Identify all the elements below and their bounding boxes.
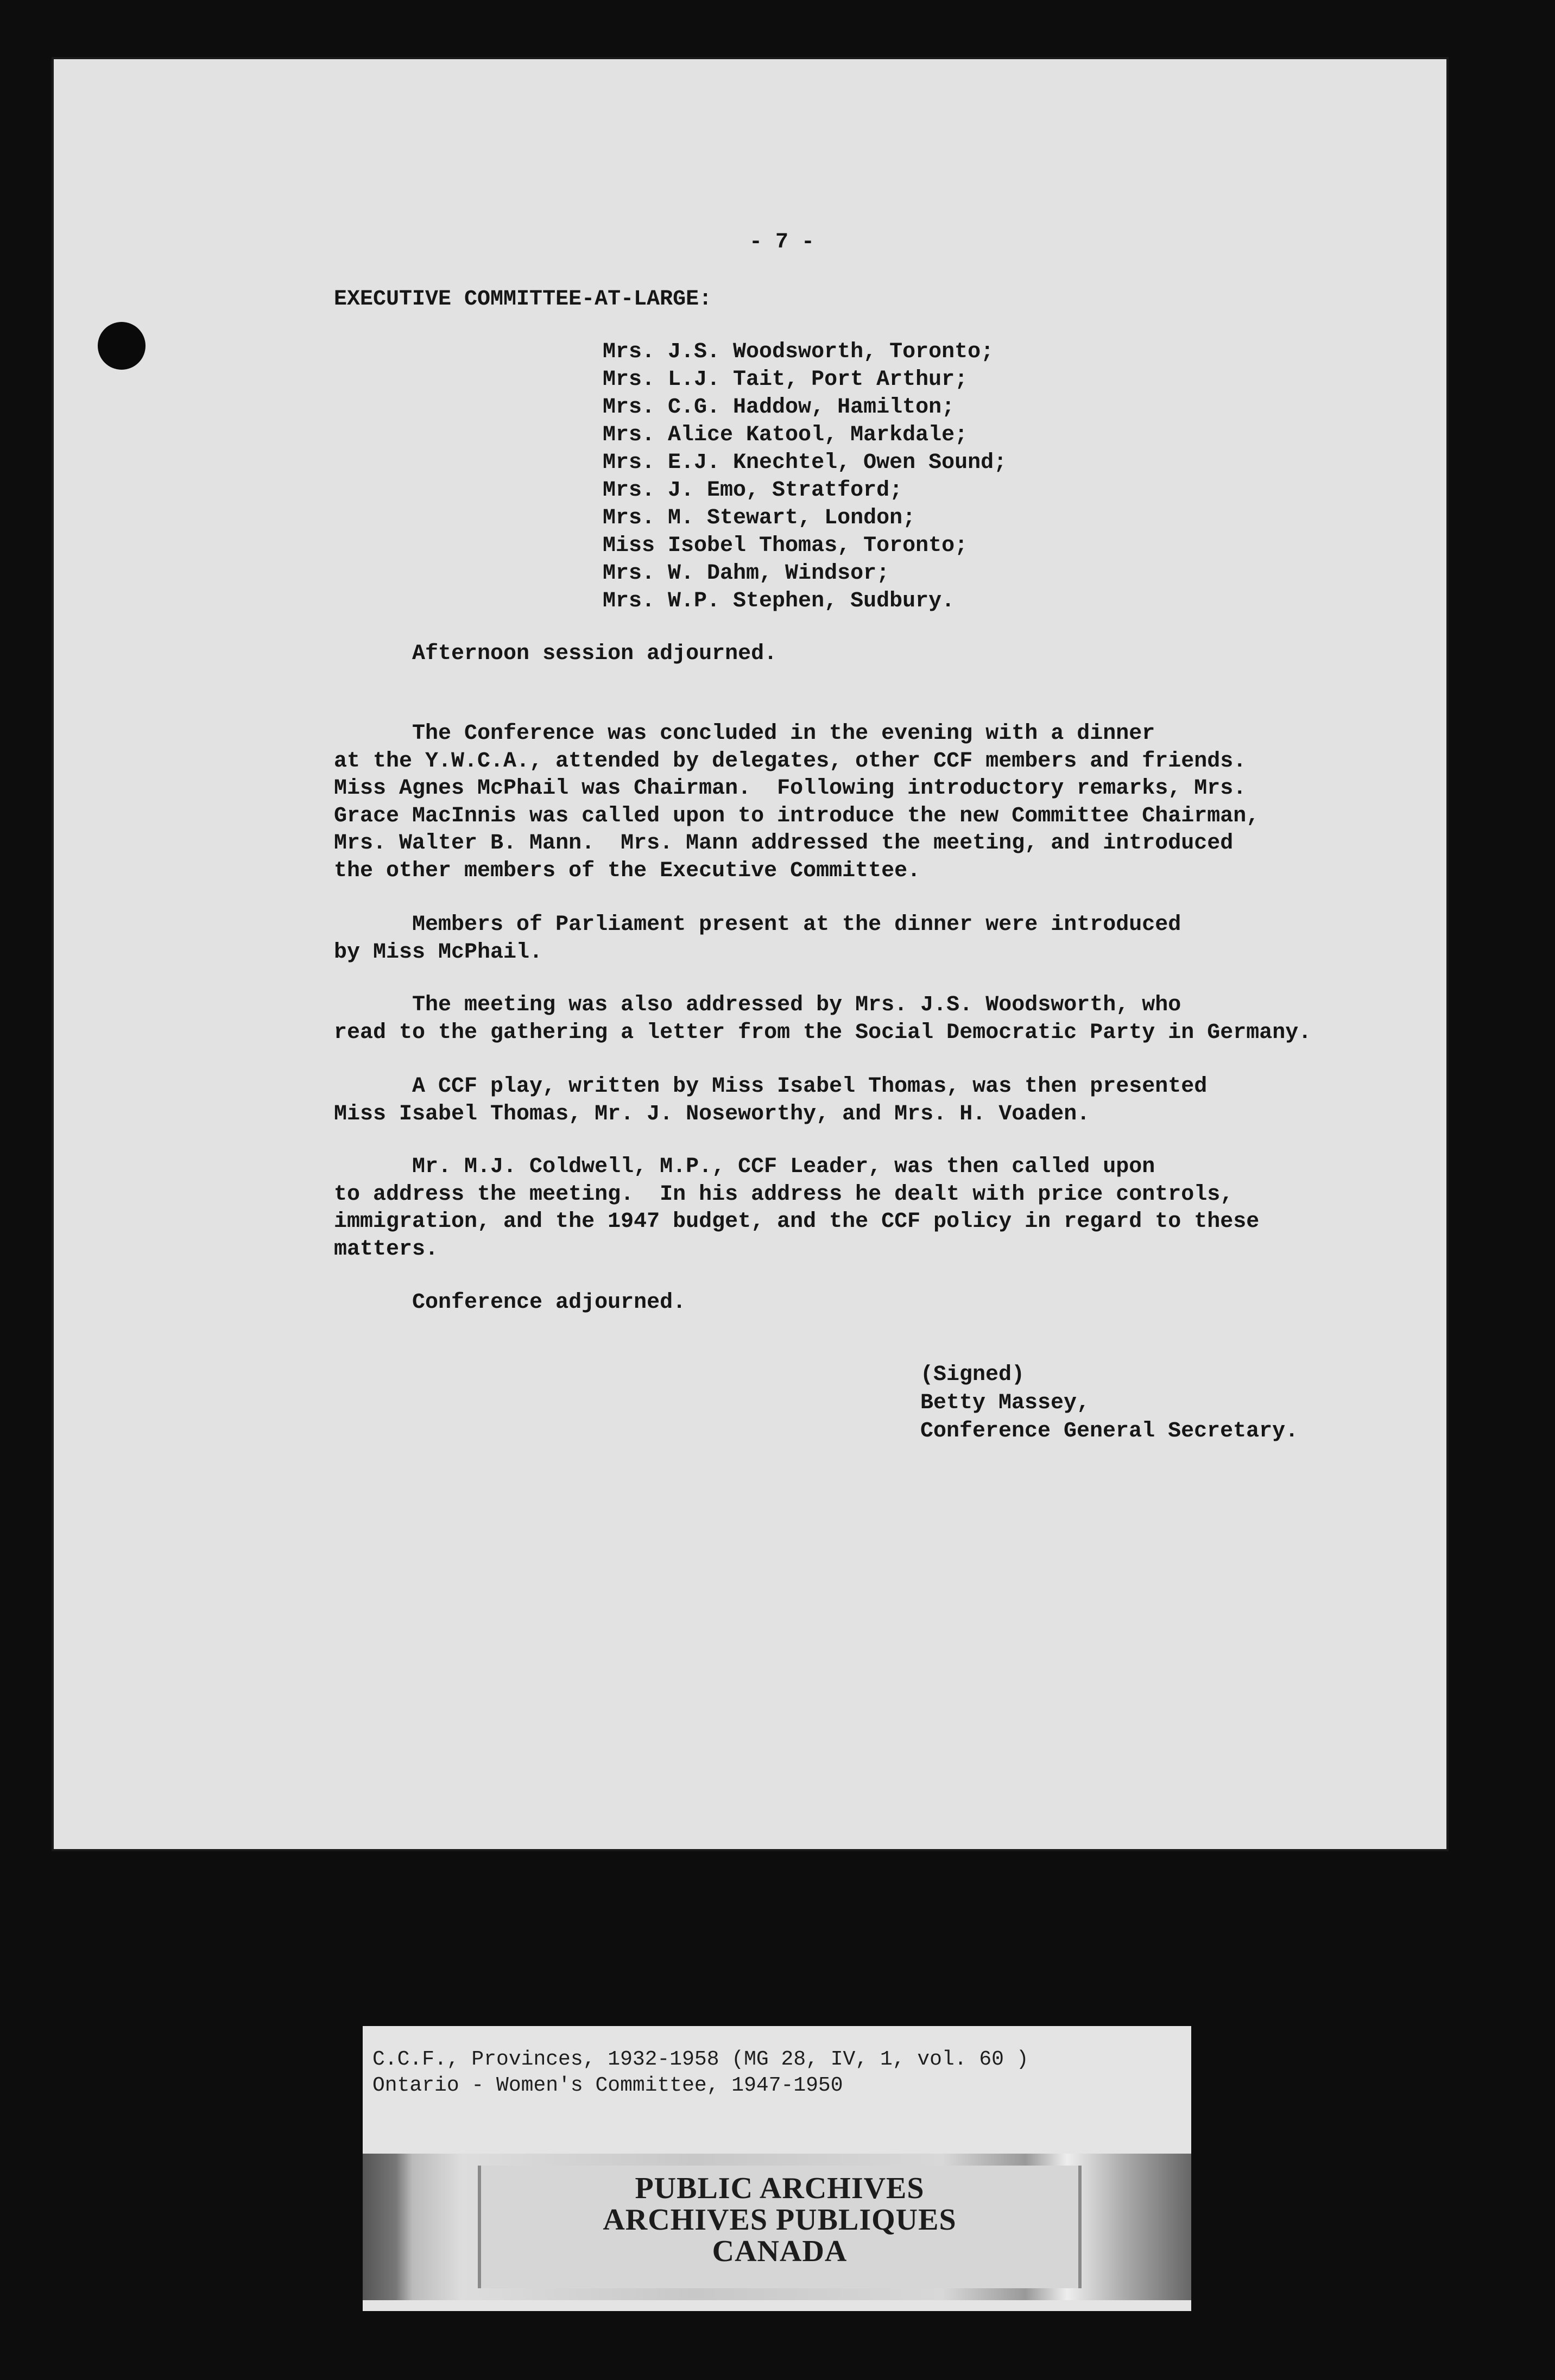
- paragraph-dinner: The Conference was concluded in the evening with a dinner at the Y.W.C.A., attended by delegates, other CCF members and friends. Miss Agnes McPhail was Chairman. Following introductory remarks, Mrs. Grace MacInnis was called upon to introduce the new Committee Chairman, Mrs. Walter B. Mann. Mrs. Mann addressed the meeting, and introduced the other members of the Executive Committee.: [334, 721, 1260, 883]
- paragraph-members-parliament: Members of Parliament present at the dinner were introduced by Miss McPhail.: [334, 913, 1181, 965]
- list-item: Mrs. E.J. Knechtel, Owen Sound;: [603, 451, 1007, 475]
- signature-block: (Signed) Betty Massey, Conference General Secretary.: [920, 1363, 1299, 1444]
- paragraph-woodsworth: The meeting was also addressed by Mrs. J.S. Woodsworth, who read to the gathering a letter from the Social Democratic Party in Germany.: [334, 993, 1312, 1045]
- list-item: Mrs. M. Stewart, London;: [603, 506, 916, 530]
- list-item: Mrs. J. Emo, Stratford;: [603, 478, 903, 503]
- stamp-line: CANADA: [712, 2235, 848, 2268]
- list-item: Mrs. W.P. Stephen, Sudbury.: [603, 589, 955, 613]
- archive-label-collection: C.C.F., Provinces, 1932-1958 (MG 28, IV, 1, vol. 60 ): [372, 2048, 1029, 2071]
- member-list: [603, 338, 1007, 615]
- list-item: Mrs. C.G. Haddow, Hamilton;: [603, 395, 955, 420]
- paragraph-coldwell: Mr. M.J. Coldwell, M.P., CCF Leader, was then called upon to address the meeting. In his address he dealt with price controls, immigration, and the 1947 budget, and the CCF policy in regard to these matters.: [334, 1155, 1260, 1262]
- archive-label-series: Ontario - Women's Committee, 1947-1950: [372, 2074, 843, 2097]
- list-item: Mrs. Alice Katool, Markdale;: [603, 423, 968, 447]
- list-item: Mrs. L.J. Tait, Port Arthur;: [603, 368, 968, 392]
- paragraph-ccf-play: A CCF play, written by Miss Isabel Thomas, was then presented Miss Isabel Thomas, Mr. J. Noseworthy, and Mrs. H. Voaden.: [334, 1074, 1208, 1126]
- archive-stamp-plate: [478, 2166, 1082, 2288]
- list-item: Miss Isobel Thomas, Toronto;: [603, 534, 968, 558]
- document-page: [52, 57, 1449, 1851]
- stamp-line: PUBLIC ARCHIVES: [635, 2172, 925, 2205]
- list-item: Mrs. W. Dahm, Windsor;: [603, 561, 890, 586]
- page-number: - 7 -: [749, 230, 815, 255]
- paragraph-conference-adjourned: Conference adjourned.: [334, 1290, 686, 1315]
- stamp-line: ARCHIVES PUBLIQUES: [603, 2203, 957, 2237]
- list-item: Mrs. J.S. Woodsworth, Toronto;: [603, 340, 994, 364]
- punch-hole: [98, 322, 146, 370]
- archive-label: [363, 2026, 1191, 2311]
- archive-stamp: [363, 2154, 1191, 2300]
- committee-heading: EXECUTIVE COMMITTEE-AT-LARGE:: [334, 287, 712, 312]
- paragraph-afternoon-adjourned: Afternoon session adjourned.: [334, 642, 778, 666]
